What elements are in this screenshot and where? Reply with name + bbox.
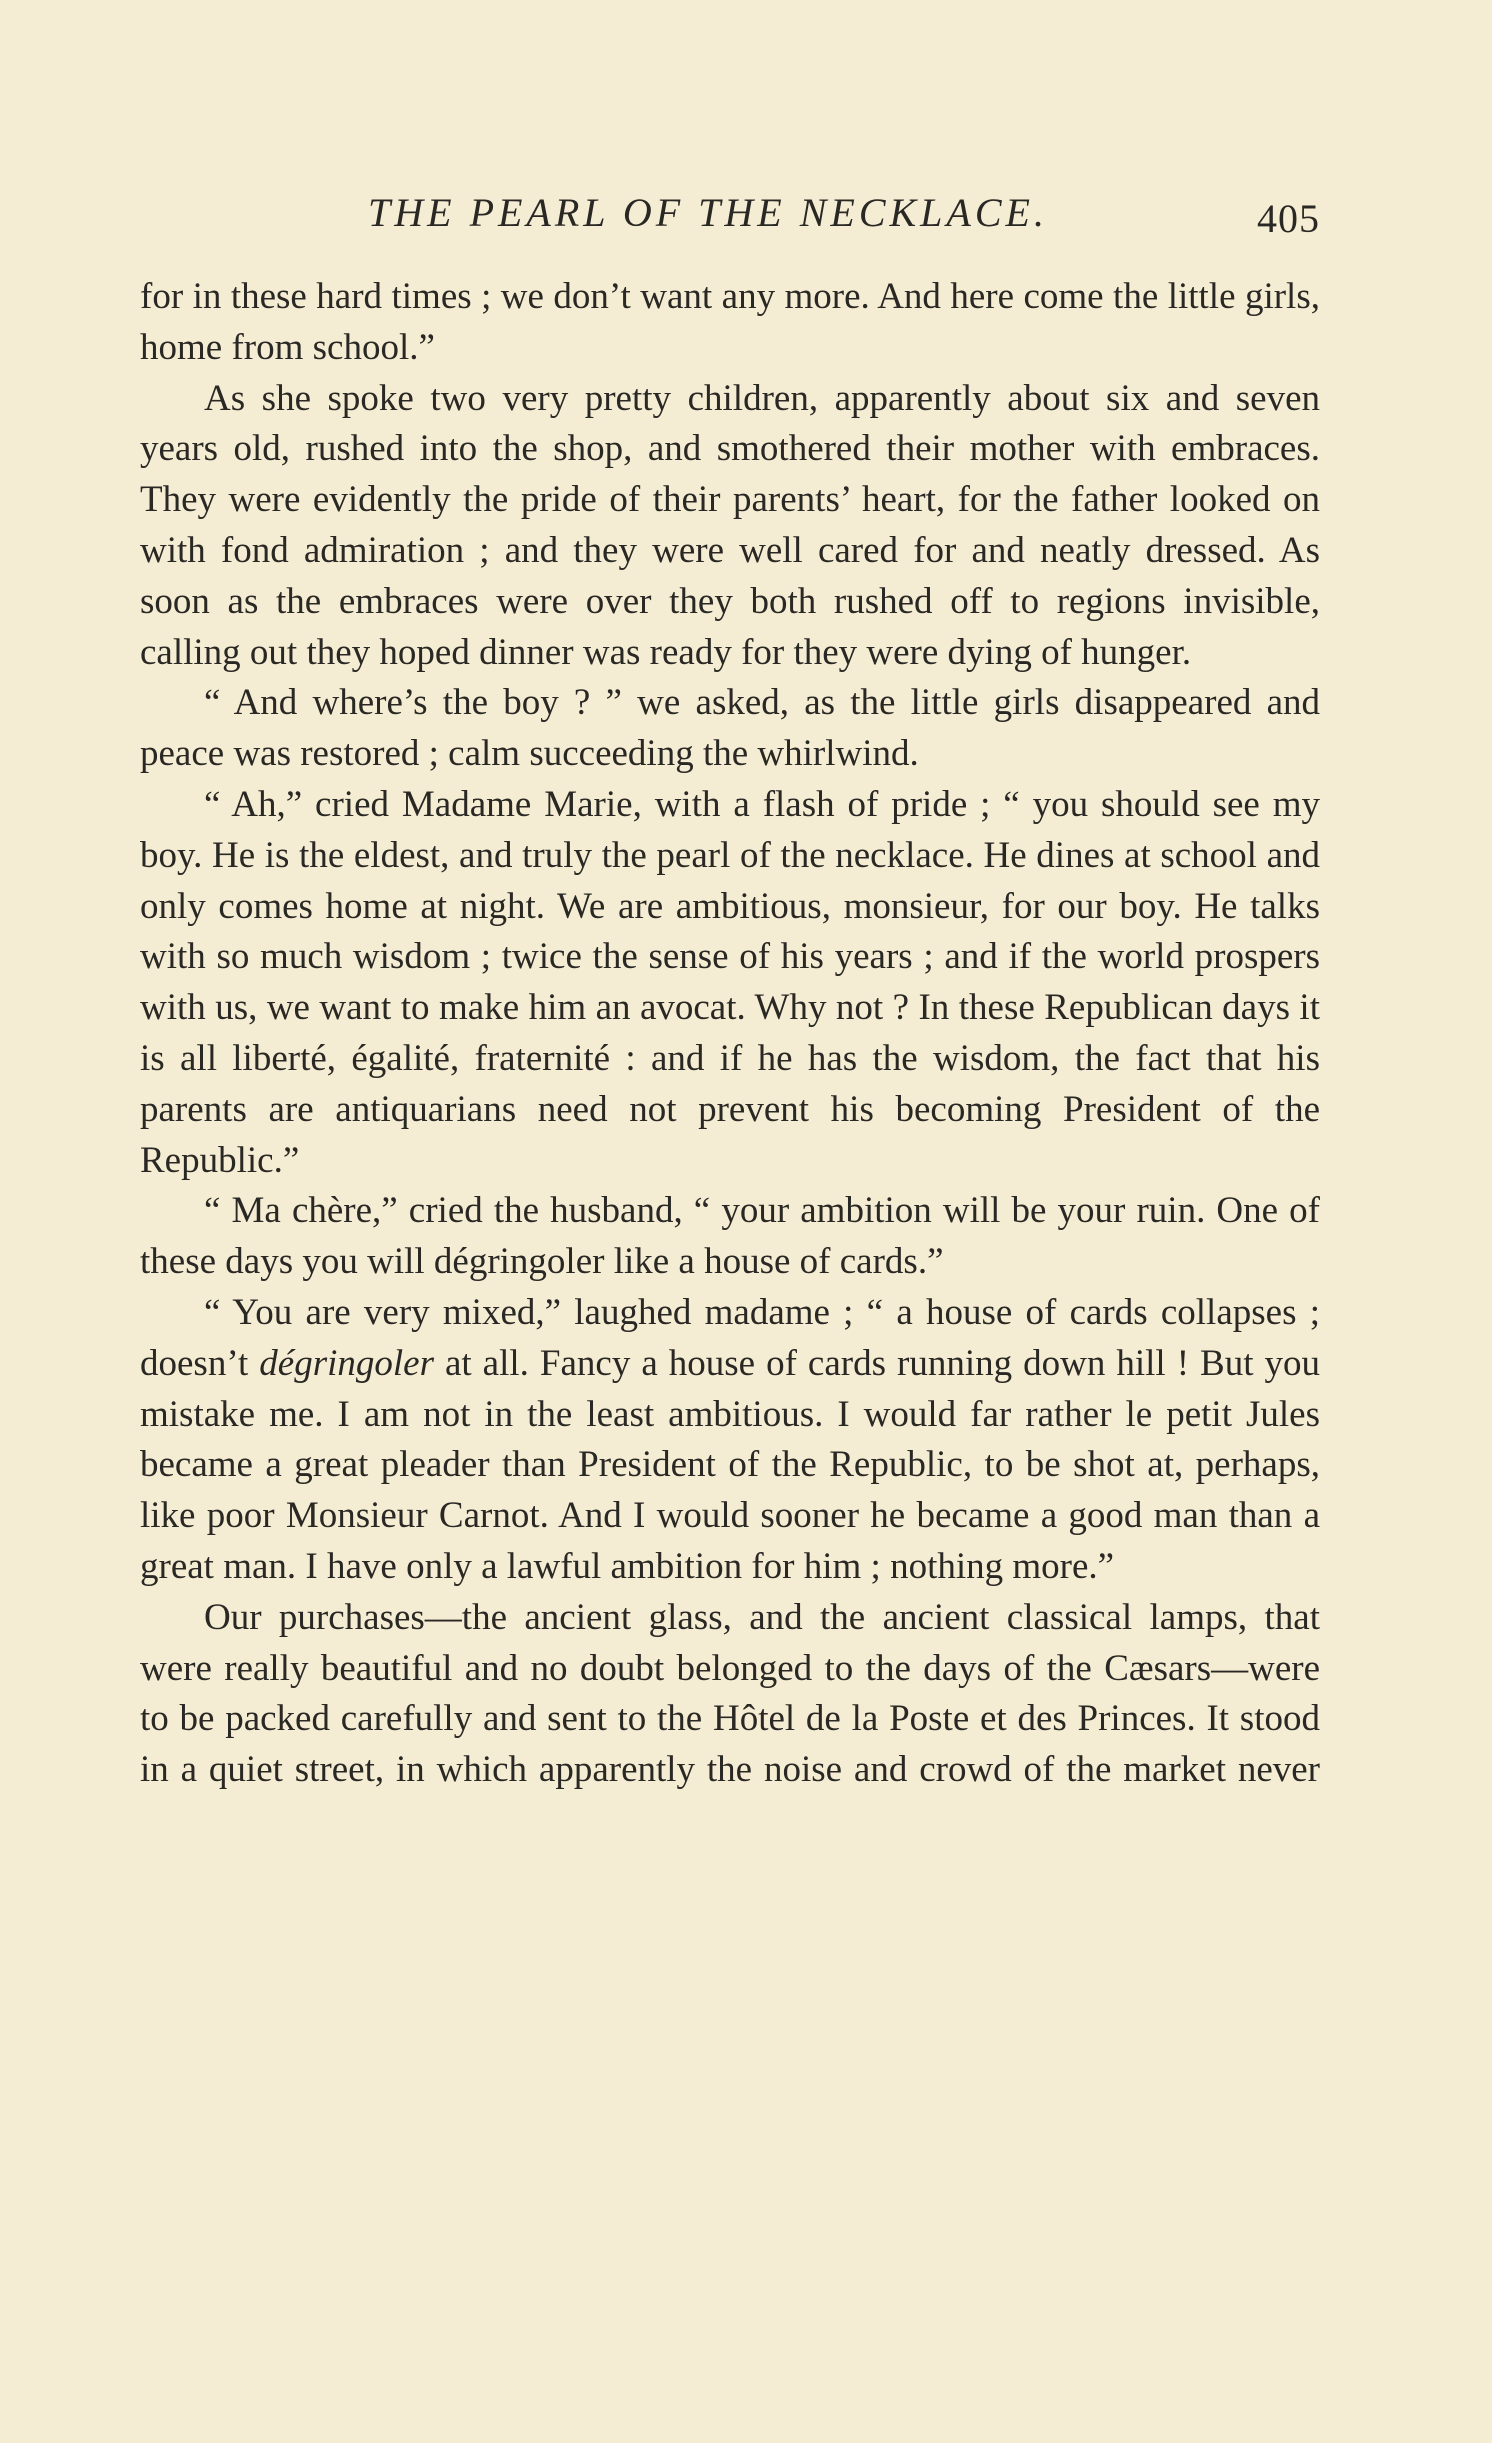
paragraph: “ And where’s the boy ? ” we asked, as the little girls disappeared and peace was restored ; calm succeeding the whirlwind. [140,682,1320,775]
paragraph: “ Ah,” cried Madame Marie, with a flash of pride ; “ you should see my boy. He is the eldest, and truly the pearl of the necklace. He dines at school and only comes home at night. We are ambitious, monsieur, for our boy. He talks with so much wisdom ; twice the sense of his years ; and if the world prospers with us, we want to make him an avocat. Why not ? In these Republican days it is all liberté, égalité, fraternité : and if he has the wisdom, the fact that his parents are antiquarians need not prevent his becoming President of the Republic.” [140,783,1320,1181]
page-number: 405 [1257,196,1320,241]
paragraph-text-before: “ You are very mixed,” laughed madame ; “ a house of cards collapses ; doesn’t [140,1291,1320,1384]
paragraph: “ Ma chère,” cried the husband, “ your ambition will be your ruin. One of these days you will dégringoler like a house of cards.” [140,1190,1320,1283]
paragraph: As she spoke two very pretty children, apparently about six and seven years old, rushed into the shop, and smothered their mother with embraces. They were evidently the pride of their parents’ heart, for the father looked on with fond admiration ; and they were well cared for and neatly dressed. As soon as the embraces were over they both rushed off to regions invisible, calling out they hoped dinner was ready for they were dying of hunger. [140,377,1320,673]
running-title: THE PEARL OF THE NECKLACE. [368,190,1048,235]
paragraph-continues: Our purchases—the ancient glass, and the ancient classical lamps, that were really beautiful and no doubt belonged to the days of the Cæsars—were to be packed carefully and sent to the Hôtel de la Poste et des Princes. It stood in a quiet street, in which apparently the noise and crowd of the market never [140,1596,1320,1791]
paragraph-continued: for in these hard times ; we don’t want any more. And here come the little girls, home from school.” [140,276,1320,368]
paragraph [140,1288,1320,1593]
body-text [140,272,1320,1796]
paragraph-text-after: at all. Fancy a house of cards running down hill ! But you mistake me. I am not in the least ambitious. I would far rather le petit Jules became a great pleader than President of the Republic, to be shot at, perhaps, like poor Monsieur Carnot. And I would sooner he became a good man than a great man. I have only a lawful ambition for him ; nothing more.” [140,1342,1320,1587]
running-head [140,183,1320,243]
italic-word: dégringoler [259,1342,434,1384]
